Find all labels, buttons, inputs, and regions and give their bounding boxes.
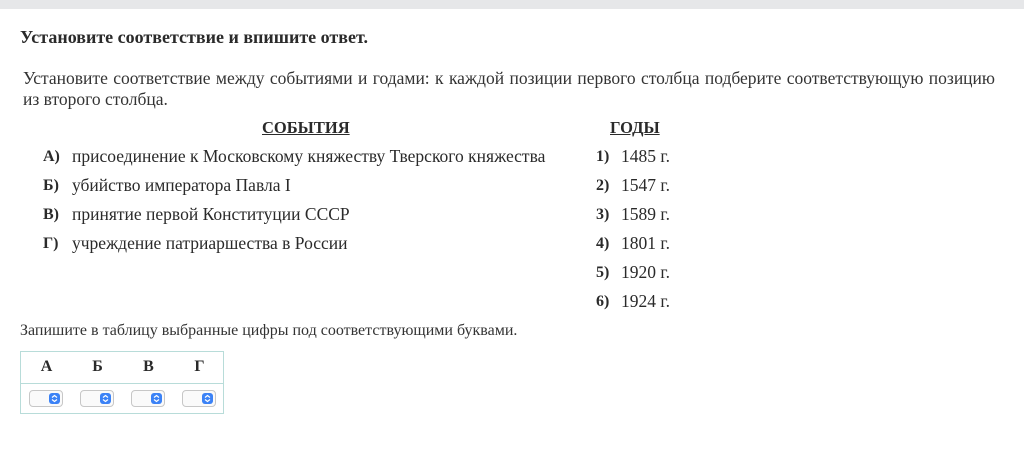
answer-select-b[interactable] xyxy=(80,390,114,407)
event-letter: Б) xyxy=(43,177,59,194)
answer-column-letter: В xyxy=(143,358,154,375)
year-text: 1589 г. xyxy=(621,204,670,224)
year-number: 3) xyxy=(596,206,610,223)
top-bar xyxy=(0,0,1024,9)
answer-instruction: Запишите в таблицу выбранные цифры под соответствующими буквами. xyxy=(20,322,518,339)
year-text: 1920 г. xyxy=(621,262,670,282)
task-heading: Установите соответствие и впишите ответ. xyxy=(20,27,368,47)
chevron-up-down-icon xyxy=(100,393,111,404)
events-column-header: СОБЫТИЯ xyxy=(262,118,350,137)
year-number: 6) xyxy=(596,293,610,310)
event-text: присоединение к Московскому княжеству Тверского княжества xyxy=(72,146,546,166)
year-number: 2) xyxy=(596,177,610,194)
event-text: убийство императора Павла I xyxy=(72,175,291,195)
event-text: учреждение патриаршества в России xyxy=(72,233,348,253)
answer-column-letter: А xyxy=(40,358,53,375)
year-number: 4) xyxy=(596,235,610,252)
chevron-up-down-icon xyxy=(151,393,162,404)
answer-select-a[interactable] xyxy=(29,390,63,407)
chevron-up-down-icon xyxy=(49,393,60,404)
event-letter: Г) xyxy=(43,235,59,252)
years-column-header: ГОДЫ xyxy=(610,118,660,137)
year-text: 1485 г. xyxy=(621,146,670,166)
answer-table xyxy=(20,351,224,414)
answer-column-letter: Б xyxy=(92,358,103,375)
event-letter: В) xyxy=(43,206,59,223)
answer-column-letter: Г xyxy=(194,358,205,375)
answer-select-g[interactable] xyxy=(182,390,216,407)
year-text: 1924 г. xyxy=(621,291,670,311)
event-letter: А) xyxy=(43,148,60,165)
answer-table-header xyxy=(21,352,223,384)
year-text: 1801 г. xyxy=(621,233,670,253)
answer-select-v[interactable] xyxy=(131,390,165,407)
chevron-up-down-icon xyxy=(202,393,213,404)
event-text: принятие первой Конституции СССР xyxy=(72,204,350,224)
year-number: 1) xyxy=(596,148,610,165)
year-number: 5) xyxy=(596,264,610,281)
task-instruction: Установите соответствие между событиями и годами: к каждой позиции первого столбца подберите соответствующую позицию из второго столбца. xyxy=(23,68,995,109)
year-text: 1547 г. xyxy=(621,175,670,195)
